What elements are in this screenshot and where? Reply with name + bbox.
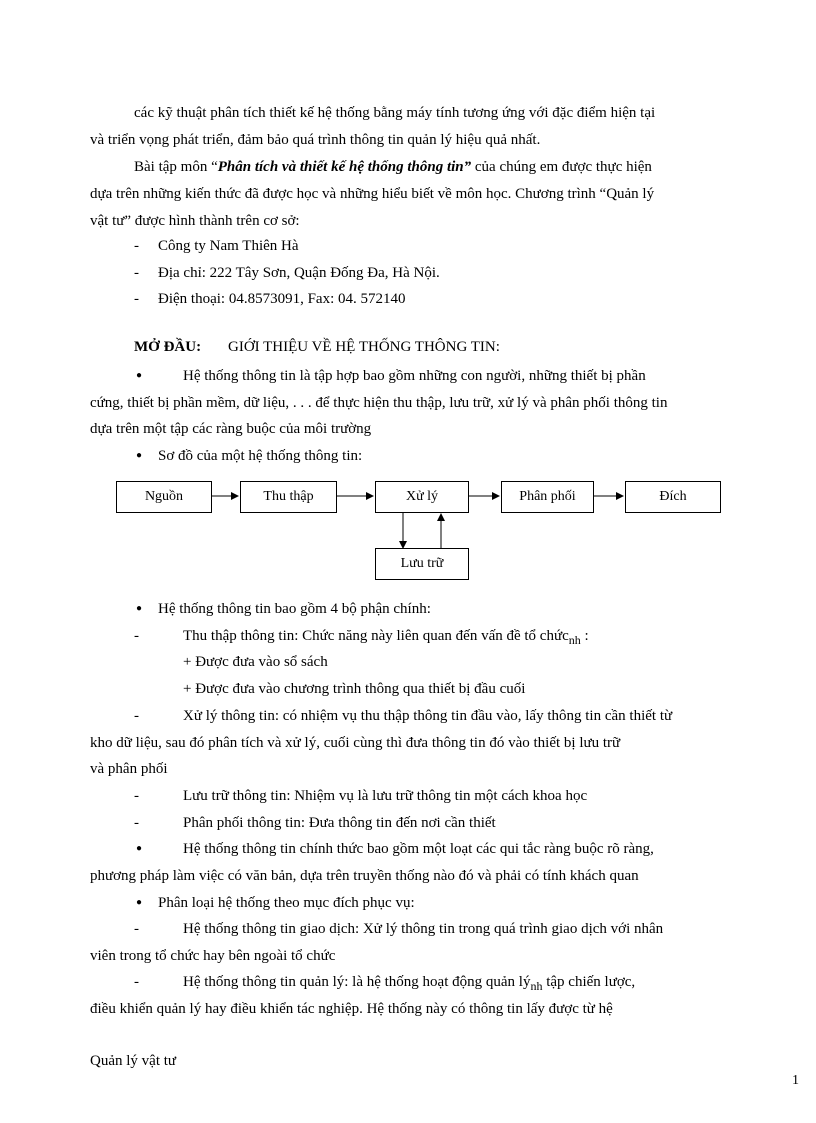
bullet-icon: ● — [136, 897, 143, 908]
list-dash: - — [134, 291, 139, 307]
bullet-icon: ● — [136, 843, 143, 854]
course-title: Phân tích và thiết kế hệ thống thông tin” — [217, 159, 472, 175]
classify-mgmt-1 — [183, 973, 635, 995]
page-number: 1 — [792, 1073, 799, 1088]
company-address: Địa chỉ: 222 Tây Sơn, Quận Đống Đa, Hà Nội. — [158, 265, 440, 281]
classify-trans-2: viên trong tổ chức hay bên ngoài tổ chức — [90, 948, 336, 964]
page-footer: Quản lý vật tư — [90, 1053, 177, 1069]
parts-store: Lưu trữ thông tin: Nhiệm vụ là lưu trữ thông tin một cách khoa học — [183, 788, 588, 804]
classify-intro: Phân loại hệ thống theo mục đích phục vụ: — [158, 895, 415, 911]
bullet-icon: ● — [136, 450, 143, 461]
diagram-node-distribute: Phân phối — [501, 481, 594, 513]
parts-process-1: Xử lý thông tin: có nhiệm vụ thu thập thông tin đầu vào, lấy thông tin cần thiết từ — [183, 708, 673, 724]
parts-collect-sub-2: + Được đưa vào chương trình thông qua thiết bị đầu cuối — [183, 681, 526, 697]
company-name: Công ty Nam Thiên Hà — [158, 238, 299, 254]
diagram-node-destination: Đích — [625, 481, 721, 513]
parts-collect — [183, 627, 589, 649]
list-dash: - — [134, 628, 139, 644]
section-label: MỞ ĐẦU: — [134, 339, 202, 355]
parts-collect-text: Thu thập thông tin: Chức năng này liên quan đến vấn đề tổ chức — [183, 628, 569, 644]
def-line-3: dựa trên một tập các ràng buộc của môi trường — [90, 421, 372, 437]
parts-process-3: và phân phối — [90, 761, 168, 777]
def-line-2: cứng, thiết bị phần mềm, dữ liệu, . . . để thực hiện thu thập, lưu trữ, xử lý và phân phối thông tin — [90, 395, 668, 411]
list-dash: - — [134, 921, 139, 937]
diagram-node-storage: Lưu trữ — [375, 548, 469, 580]
formal-line-2: phương pháp làm việc có văn bản, dựa trên truyền thống nào đó và phải có tính khách quan — [90, 868, 639, 884]
list-dash: - — [134, 265, 139, 281]
classify-mgmt-1-sub: nh — [530, 979, 543, 993]
list-dash: - — [134, 708, 139, 724]
list-dash: - — [134, 238, 139, 254]
parts-distribute: Phân phối thông tin: Đưa thông tin đến nơi cần thiết — [183, 815, 496, 831]
def-line-1: Hệ thống thông tin là tập hợp bao gồm những con người, những thiết bị phần — [183, 368, 646, 384]
classify-trans-1: Hệ thống thông tin giao dịch: Xử lý thông tin trong quá trình giao dịch với nhân — [183, 921, 664, 937]
list-dash: - — [134, 788, 139, 804]
classify-mgmt-1a: Hệ thống thông tin quản lý: là hệ thống hoạt động quản lý — [183, 974, 531, 990]
diagram-title: Sơ đồ của một hệ thống thông tin: — [158, 448, 363, 464]
parts-collect-end: : — [580, 628, 589, 644]
diagram-node-source: Nguồn — [116, 481, 212, 513]
bullet-icon: ● — [136, 603, 143, 614]
diagram-node-collect: Thu thập — [240, 481, 337, 513]
bullet-icon: ● — [136, 370, 143, 381]
parts-intro: Hệ thống thông tin bao gồm 4 bộ phận chính: — [158, 601, 431, 617]
section-title: GIỚI THIỆU VỀ HỆ THỐNG THÔNG TIN: — [228, 339, 500, 355]
intro-line-4: dựa trên những kiến thức đã được học và những hiểu biết về môn học. Chương trình “Quản lý — [90, 186, 655, 202]
diagram-node-process: Xử lý — [375, 481, 469, 513]
parts-collect-sub: nh — [568, 633, 581, 647]
formal-line-1: Hệ thống thông tin chính thức bao gồm một loạt các qui tắc ràng buộc rõ ràng, — [183, 841, 654, 857]
classify-mgmt-2: điều khiển quản lý hay điều khiển tác nghiệp. Hệ thống này có thông tin lấy được từ hệ — [90, 1001, 613, 1017]
parts-process-2: kho dữ liệu, sau đó phân tích và xử lý, cuối cùng thì đưa thông tin đó vào thiết bị lưu trữ — [90, 735, 621, 751]
list-dash: - — [134, 974, 139, 990]
intro-p2-prefix: Bài tập môn “ — [134, 159, 218, 175]
intro-p2-suffix: của chúng em được thực hiện — [471, 159, 652, 175]
intro-line-2: và triển vọng phát triển, đảm bảo quá trình thông tin quản lý hiệu quả nhất. — [90, 132, 541, 148]
list-dash: - — [134, 815, 139, 831]
parts-collect-sub-1: + Được đưa vào sổ sách — [183, 654, 328, 670]
intro-line-5: vật tư” được hình thành trên cơ sở: — [90, 213, 300, 229]
classify-mgmt-1b: tập chiến lược, — [542, 974, 636, 990]
company-phone: Điện thoại: 04.8573091, Fax: 04. 572140 — [158, 291, 406, 307]
intro-line-1: các kỹ thuật phân tích thiết kế hệ thống bằng máy tính tương ứng với đặc điểm hiện tại — [134, 105, 656, 121]
